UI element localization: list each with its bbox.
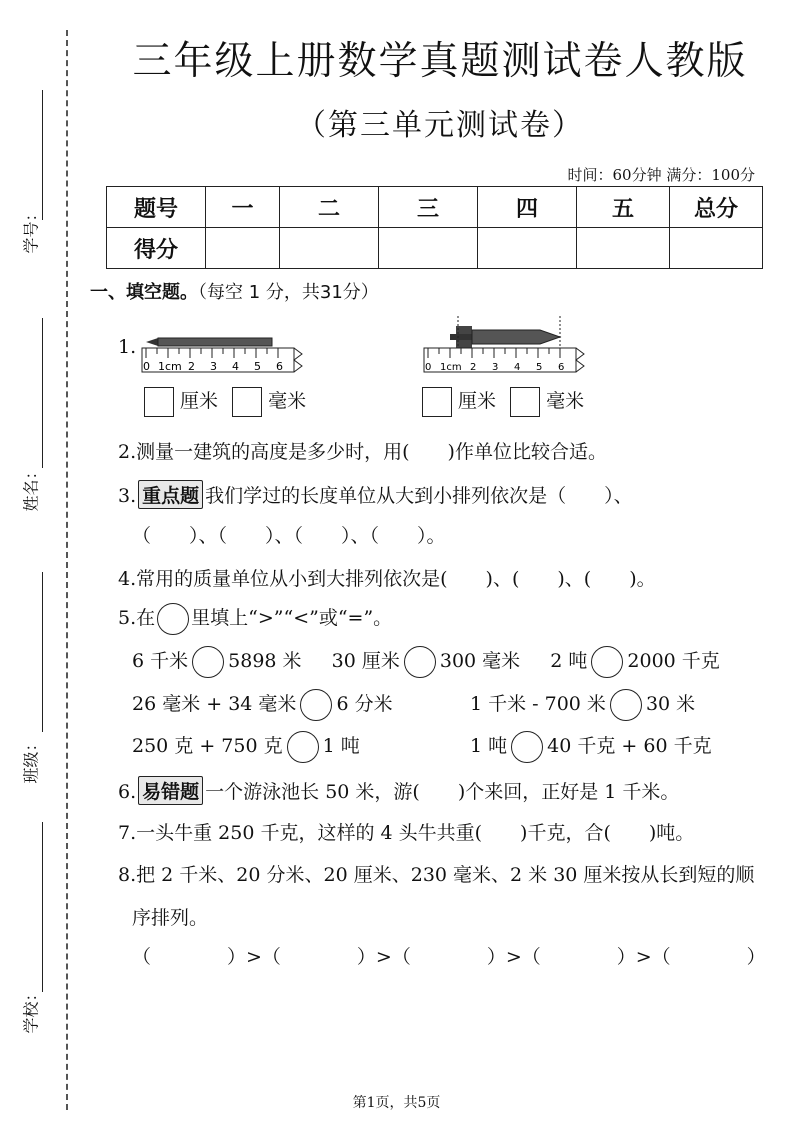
compare-term: 6 分米 [336,693,393,715]
answer-box-mm[interactable] [510,387,540,417]
score-input-cell[interactable] [670,228,763,269]
section-heading: 一、填空题。 [90,282,198,303]
q6-text: 一个游泳池长 50 米，游( )个来回，正好是 1 千米。 [205,781,680,803]
ruler-tick-label: 5 [536,362,543,373]
ruler-tick-label: 6 [558,362,565,373]
compare-circle[interactable] [511,731,543,763]
student-number-line [42,90,43,220]
compare-term: 250 克 + 750 克 [132,735,283,757]
compare-row-2b [470,689,695,721]
class-line [42,572,43,732]
compare-term: 1 千米 - 700 米 [470,693,606,715]
compare-term: 1 吨 [322,735,360,757]
school-line [42,822,43,992]
ruler-tick-label: 5 [254,360,261,373]
answer-box-cm[interactable] [422,387,452,417]
question-3-line2: （ ）、（ ）、（ ）、（ ）。 [132,525,446,547]
error-prone-tag: 易错题 [138,776,203,805]
page-subtitle: （第三单元测试卷） [296,108,584,143]
question-6 [118,776,679,805]
table-cell: 二 [280,187,379,228]
score-input-cell[interactable] [280,228,379,269]
compare-term: 300 毫米 [439,650,521,672]
ruler-tick-label: 6 [276,360,283,373]
compare-term: 40 千克 + 60 千克 [547,735,712,757]
section-title [90,278,379,304]
compare-row-3b [470,731,712,763]
key-question-tag: 重点题 [138,480,203,509]
compare-row-1 [132,646,720,678]
ruler-tick-label: 3 [210,360,217,373]
ruler-tick-label: 2 [470,362,477,373]
compare-circle[interactable] [300,689,332,721]
score-input-cell[interactable] [577,228,670,269]
ruler-tick-label: 1cm [158,360,182,373]
ruler-tick-label: 0 [425,362,432,373]
compare-term: 6 千米 [132,650,189,672]
pencil-body [158,338,272,346]
compare-term: 30 米 [645,693,696,715]
table-cell: 得分 [107,228,206,269]
ruler-tick-label: 4 [514,362,521,373]
name-line [42,318,43,468]
q1-answer-right [422,386,584,417]
class-label: 班级： [21,735,41,784]
q6-number: 6. [118,781,137,803]
compare-row-3a [132,731,360,763]
compare-term: 1 吨 [470,735,508,757]
compare-term: 26 毫米 + 34 毫米 [132,693,297,715]
page-title: 三年级上册数学真题测试卷人教版 [132,39,748,84]
name-label: 姓名： [21,463,41,512]
student-number-label: 学号： [21,205,41,254]
q5-prefix: 5.在 [118,607,156,629]
ruler-tick-label: 0 [143,360,150,373]
table-cell: 题号 [107,187,206,228]
q5-instruction: 里填上“>”“<”或“=”。 [191,607,393,629]
question-8-answer-line: （ ）>（ ）>（ ）>（ ）>（ ） [132,946,766,968]
q1-answer-left [144,386,306,417]
table-row [107,228,763,269]
question-5 [118,603,392,635]
answer-box-cm[interactable] [144,387,174,417]
unit-mm: 毫米 [268,390,307,412]
table-row [107,187,763,228]
unit-cm: 厘米 [458,390,497,412]
ruler-tick-label: 2 [188,360,195,373]
compare-circle[interactable] [287,731,319,763]
table-cell: 四 [478,187,577,228]
question-2: 2.测量一建筑的高度是多少时，用( )作单位比较合适。 [118,441,607,463]
answer-box-mm[interactable] [232,387,262,417]
exam-meta: 时间：60分钟 满分：100分 [567,166,755,184]
q3-text: 我们学过的长度单位从大到小排列依次是（ ）、 [205,485,633,507]
question-3 [118,480,633,509]
ruler-tick-label: 4 [232,360,239,373]
table-cell: 三 [379,187,478,228]
binding-dashed-line [66,30,68,1110]
compare-term: 5898 米 [228,650,302,672]
q1-number: 1. [118,336,137,358]
section-note: （每空 1 分，共31分） [198,282,379,303]
compare-circle[interactable] [192,646,224,678]
compare-term: 2 吨 [550,650,588,672]
compare-term: 30 厘米 [331,650,400,672]
unit-mm: 毫米 [546,390,585,412]
table-cell: 总分 [670,187,763,228]
table-cell: 五 [577,187,670,228]
compare-circle[interactable] [591,646,623,678]
compare-row-2a [132,689,393,721]
ruler-break [294,348,302,372]
question-8-line1: 8.把 2 千米、20 分米、20 厘米、230 毫米、2 米 30 厘米按从长到短的顺 [118,864,755,886]
question-4: 4.常用的质量单位从小到大排列依次是( )、( )、( )。 [118,568,656,590]
ruler-pencil-figure [140,328,310,376]
pencil-tip [146,338,158,346]
circle-symbol [157,603,189,635]
question-7: 7.一头牛重 250 千克，这样的 4 头牛共重( )千克，合( )吨。 [118,822,695,844]
knife-blade [472,330,560,344]
table-cell: 一 [206,187,280,228]
compare-circle[interactable] [404,646,436,678]
compare-circle[interactable] [610,689,642,721]
score-input-cell[interactable] [478,228,577,269]
page-footer: 第1页，共5页 [352,1095,441,1111]
ruler-break [576,348,584,372]
score-input-cell[interactable] [379,228,478,269]
unit-cm: 厘米 [180,390,219,412]
score-table [106,186,763,269]
score-input-cell[interactable] [206,228,280,269]
school-label: 学校： [21,985,41,1034]
ruler-tick-label: 3 [492,362,499,373]
compare-term: 2000 千克 [627,650,720,672]
ruler-tick-label: 1cm [440,362,462,373]
ruler-knife-figure [420,312,592,376]
q3-number: 3. [118,485,137,507]
question-8-line2: 序排列。 [132,907,209,929]
